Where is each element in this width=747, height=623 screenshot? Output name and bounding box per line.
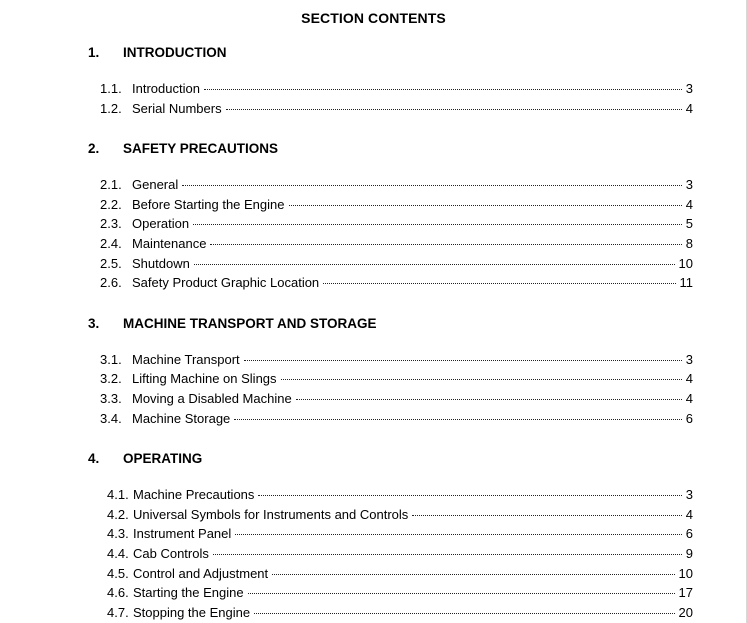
dot-leader (213, 545, 682, 555)
entry-page-number: 4 (685, 371, 693, 386)
entry-number: 1.2. (100, 101, 122, 116)
toc-entry[interactable] (100, 235, 693, 253)
toc-entry[interactable] (100, 351, 693, 369)
dot-leader (182, 176, 682, 186)
toc-entry[interactable] (100, 390, 693, 408)
entry-title: Maintenance (132, 236, 207, 251)
dot-leader (193, 215, 682, 225)
dot-leader (281, 370, 682, 380)
dot-leader (226, 100, 682, 110)
entry-title: Control and Adjustment (133, 566, 269, 581)
section-title: MACHINE TRANSPORT AND STORAGE (123, 316, 377, 331)
entry-number: 2.6. (100, 275, 122, 290)
entry-page-number: 3 (685, 487, 693, 502)
section-number: 1. (88, 45, 100, 60)
entry-page-number: 3 (685, 352, 693, 367)
entry-title: General (132, 177, 179, 192)
section-heading-safety-precautions (88, 140, 278, 158)
entry-number: 4.6. (107, 585, 129, 600)
entry-title: Stopping the Engine (133, 605, 251, 620)
entry-page-number: 20 (678, 605, 693, 620)
entry-title: Before Starting the Engine (132, 197, 285, 212)
toc-entry[interactable] (100, 274, 693, 292)
entry-number: 2.2. (100, 197, 122, 212)
entry-title: Instrument Panel (133, 526, 232, 541)
toc-entry[interactable] (107, 506, 693, 524)
entry-number: 4.5. (107, 566, 129, 581)
entry-number: 4.3. (107, 526, 129, 541)
dot-leader (323, 274, 675, 284)
entry-title: Serial Numbers (132, 101, 222, 116)
section-title: SAFETY PRECAUTIONS (123, 141, 279, 156)
entry-number: 2.3. (100, 216, 122, 231)
entry-title: Machine Precautions (133, 487, 255, 502)
entry-page-number: 6 (685, 411, 693, 426)
toc-entry[interactable] (100, 370, 693, 388)
dot-leader (204, 80, 682, 90)
dot-leader (412, 506, 681, 516)
toc-entry[interactable] (107, 525, 693, 543)
entry-page-number: 10 (678, 566, 693, 581)
dot-leader (235, 525, 681, 535)
dot-leader (272, 565, 674, 575)
section-number: 2. (88, 141, 100, 156)
entry-number: 2.4. (100, 236, 122, 251)
dot-leader (258, 486, 681, 496)
entry-page-number: 4 (685, 197, 693, 212)
dot-leader (254, 604, 674, 614)
entry-title: Machine Storage (132, 411, 231, 426)
entry-page-number: 8 (685, 236, 693, 251)
toc-entry[interactable] (107, 545, 693, 563)
entry-page-number: 3 (685, 177, 693, 192)
toc-entry[interactable] (100, 100, 693, 118)
entry-page-number: 5 (685, 216, 693, 231)
dot-leader (296, 390, 682, 400)
toc-entry[interactable] (107, 486, 693, 504)
entry-page-number: 3 (685, 81, 693, 96)
toc-entry[interactable] (100, 176, 693, 194)
entry-title: Moving a Disabled Machine (132, 391, 292, 406)
entry-page-number: 4 (685, 507, 693, 522)
entry-number: 2.5. (100, 256, 122, 271)
entry-number: 1.1. (100, 81, 122, 96)
entry-number: 3.2. (100, 371, 122, 386)
entry-page-number: 17 (678, 585, 693, 600)
section-number: 3. (88, 316, 100, 331)
entry-title: Safety Product Graphic Location (132, 275, 320, 290)
entry-number: 2.1. (100, 177, 122, 192)
entry-page-number: 9 (685, 546, 693, 561)
entry-page-number: 4 (685, 101, 693, 116)
entry-number: 4.2. (107, 507, 129, 522)
toc-entry[interactable] (100, 196, 693, 214)
entry-number: 3.1. (100, 352, 122, 367)
section-heading-machine-transport (88, 315, 377, 333)
entry-title: Universal Symbols for Instruments and Controls (133, 507, 409, 522)
dot-leader (248, 584, 675, 594)
section-title: OPERATING (123, 451, 203, 466)
dot-leader (210, 235, 681, 245)
dot-leader (194, 255, 675, 265)
section-heading-introduction (88, 44, 227, 62)
toc-entry[interactable] (107, 604, 693, 622)
toc-entry[interactable] (100, 215, 693, 233)
entry-page-number: 10 (678, 256, 693, 271)
entry-title: Machine Transport (132, 352, 240, 367)
entry-title: Cab Controls (133, 546, 209, 561)
entry-page-number: 4 (685, 391, 693, 406)
section-number: 4. (88, 451, 100, 466)
entry-title: Shutdown (132, 256, 190, 271)
entry-number: 3.4. (100, 411, 122, 426)
dot-leader (234, 410, 681, 420)
entry-page-number: 6 (685, 526, 693, 541)
entry-number: 4.1. (107, 487, 129, 502)
toc-entry[interactable] (107, 584, 693, 602)
entry-title: Introduction (132, 81, 200, 96)
entry-title: Operation (132, 216, 190, 231)
entry-page-number: 11 (679, 275, 693, 290)
section-heading-operating (88, 450, 202, 468)
toc-entry[interactable] (107, 565, 693, 583)
dot-leader (289, 196, 682, 206)
entry-number: 3.3. (100, 391, 122, 406)
entry-number: 4.7. (107, 605, 129, 620)
entry-title: Starting the Engine (133, 585, 244, 600)
page-title: SECTION CONTENTS (301, 10, 446, 26)
toc-entry[interactable] (100, 255, 693, 273)
entry-title: Lifting Machine on Slings (132, 371, 277, 386)
toc-entry[interactable] (100, 410, 693, 428)
entry-number: 4.4. (107, 546, 129, 561)
section-title: INTRODUCTION (123, 45, 227, 60)
toc-entry[interactable] (100, 80, 693, 98)
dot-leader (244, 351, 682, 361)
